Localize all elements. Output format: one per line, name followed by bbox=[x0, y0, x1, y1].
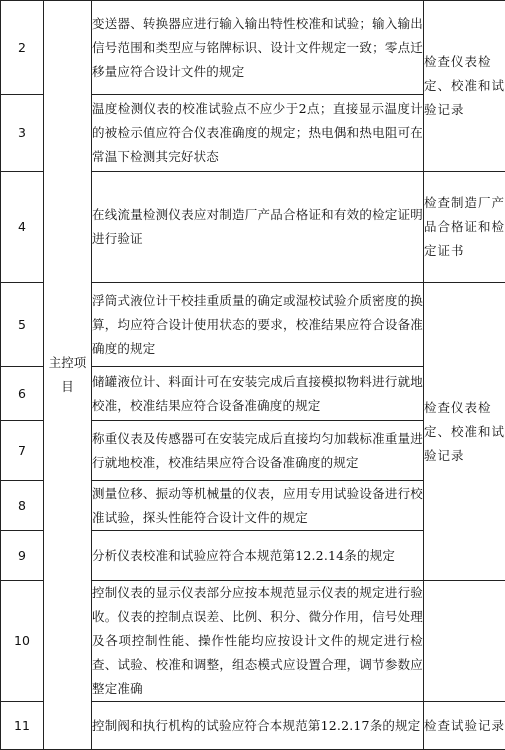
row-number: 2 bbox=[1, 1, 44, 95]
requirement-cell: 控制阀和执行机构的试验应符合本规范第12.2.17条的规定 bbox=[92, 702, 424, 750]
row-number: 3 bbox=[1, 95, 44, 172]
row-number: 4 bbox=[1, 172, 44, 283]
row-number: 8 bbox=[1, 481, 44, 531]
table-row bbox=[1, 1, 505, 95]
inspection-method-cell: 检查制造厂产品合格证和检定证书 bbox=[424, 172, 505, 283]
inspection-method-cell: 检查试验记录 bbox=[424, 702, 505, 750]
row-number: 7 bbox=[1, 421, 44, 481]
row-number: 6 bbox=[1, 367, 44, 421]
requirement-cell: 在线流量检测仪表应对制造厂产品合格证和有效的检定证明进行验证 bbox=[92, 172, 424, 283]
inspection-method-cell: 检查仪表检定、校准和试验记录 bbox=[424, 1, 505, 172]
requirement-cell: 温度检测仪表的校准试验点不应少于2点；直接显示温度计的被检示值应符合仪表准确度的规定；热电偶和热电阻可在常温下检测其完好状态 bbox=[92, 95, 424, 172]
row-number: 9 bbox=[1, 531, 44, 581]
requirement-cell: 称重仪表及传感器可在安装完成后直接均匀加载标准重量进行就地校准，校准结果应符合设备准确度的规定 bbox=[92, 421, 424, 481]
requirement-cell: 变送器、转换器应进行输入输出特性校准和试验；输入输出信号范围和类型应与铭牌标识、设计文件规定一致；零点迁移量应符合设计文件的规定 bbox=[92, 1, 424, 95]
category-cell: 主控项目 bbox=[44, 1, 92, 750]
inspection-method-cell: 检查仪表检定、校准和试验记录 bbox=[424, 283, 505, 581]
requirement-cell: 储罐液位计、料面计可在安装完成后直接模拟物料进行就地校准，校准结果应符合设备准确度的规定 bbox=[92, 367, 424, 421]
requirement-cell: 分析仪表校准和试验应符合本规范第12.2.14条的规定 bbox=[92, 531, 424, 581]
row-number: 11 bbox=[1, 702, 44, 750]
requirement-cell: 浮筒式液位计干校挂重质量的确定或湿校试验介质密度的换算，均应符合设计使用状态的要求，校准结果应符合设备准确度的规定 bbox=[92, 283, 424, 367]
row-number: 5 bbox=[1, 283, 44, 367]
inspection-method-cell bbox=[424, 581, 505, 702]
row-number: 10 bbox=[1, 581, 44, 702]
requirement-cell: 控制仪表的显示仪表部分应按本规范显示仪表的规定进行验收。仪表的控制点误差、比例、积分、微分作用，信号处理及各项控制性能、操作性能均应按设计文件的规定进行检查、试验、校准和调整，组态模式应设置合理，调节参数应整定准确 bbox=[92, 581, 424, 702]
requirement-cell: 测量位移、振动等机械量的仪表，应用专用试验设备进行校准试验，探头性能符合设计文件的规定 bbox=[92, 481, 424, 531]
